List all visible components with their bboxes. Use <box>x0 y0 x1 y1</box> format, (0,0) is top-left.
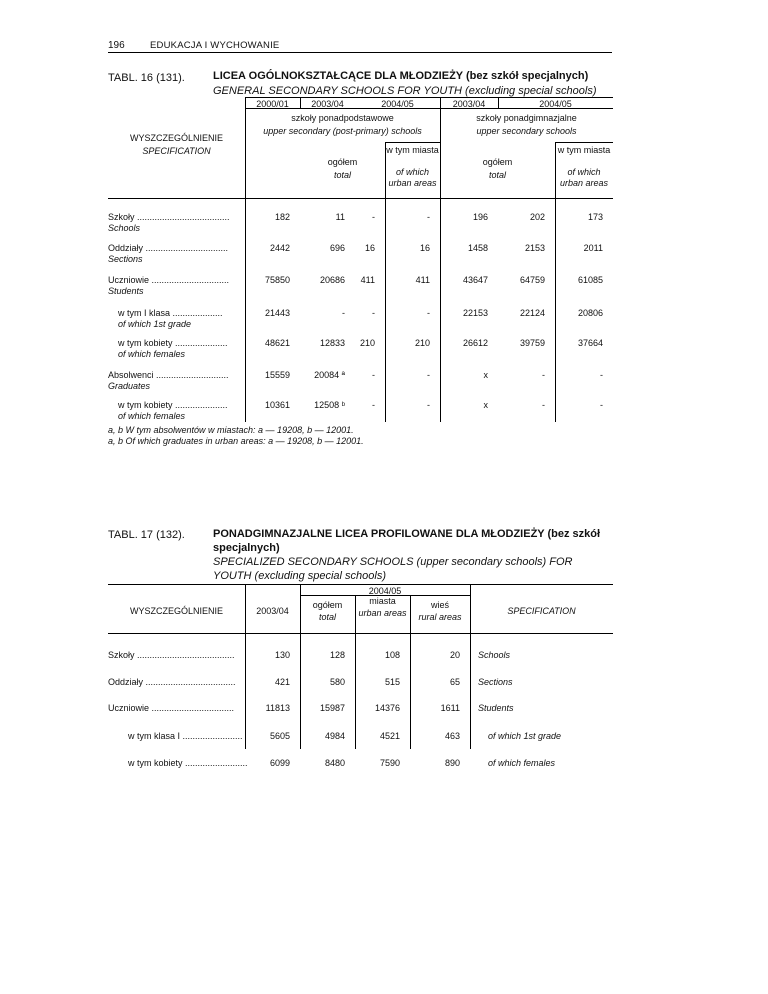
t16-urban1-pl: w tym miasta <box>386 145 439 155</box>
t16-cell: 16 <box>364 243 375 253</box>
t16-cell: 196 <box>472 212 488 222</box>
t17-year2: 2004/05 <box>368 586 402 596</box>
t16-cell: 202 <box>529 212 545 222</box>
t16-cell: 15559 <box>264 370 290 380</box>
t16-cell: - <box>427 370 430 380</box>
t17-total-pl: ogółem <box>312 600 343 610</box>
t16-cell: 75850 <box>264 275 290 285</box>
t16-row-label: Oddziały ................................. <box>108 243 229 253</box>
t17-cell: 421 <box>274 677 290 687</box>
t16-cell: 20686 <box>319 275 345 285</box>
t16-cell: - <box>427 400 430 410</box>
t16-cell: 10361 <box>264 400 290 410</box>
t17-row-label-en: Sections <box>478 677 513 687</box>
t16-rule-urban1 <box>385 142 440 143</box>
t16-spec-en: SPECIFICATION <box>142 146 211 156</box>
t16-rule-urban2 <box>555 142 613 143</box>
t16-row-label: w tym kobiety ..................... <box>118 338 228 348</box>
t17-row-label-en: Students <box>478 703 514 713</box>
t16-row-label: w tym I klasa .................... <box>118 308 223 318</box>
t17-cell: 65 <box>449 677 460 687</box>
t17-row-label-en: of which 1st grade <box>488 731 562 741</box>
t16-row-label: Absolwenci ............................. <box>108 370 229 380</box>
t17-cell: 15987 <box>319 703 345 713</box>
t17-cell: 11813 <box>265 703 290 713</box>
t16-cell: - <box>342 308 345 318</box>
t17-cell: 4984 <box>324 731 345 741</box>
t16-cell: 43647 <box>462 275 488 285</box>
t16-cell: 411 <box>415 275 430 285</box>
t16-year-1: 2003/04 <box>311 99 344 109</box>
t16-cell: 37664 <box>577 338 603 348</box>
t16-cell: 411 <box>360 275 375 285</box>
t16-row-label-en: of which females <box>118 411 186 421</box>
t16-cell: - <box>427 308 430 318</box>
t16-row-label-en: Graduates <box>108 381 151 391</box>
t16-cell: 12833 <box>319 338 345 348</box>
t16-cell: - <box>600 370 603 380</box>
t17-row-label: w tym kobiety ......................... <box>128 758 248 768</box>
t17-spec-en: SPECIFICATION <box>507 606 576 616</box>
t17-rule-header-bottom <box>108 633 613 634</box>
page-number: 196 <box>108 40 125 51</box>
t17-row-label-en: of which females <box>488 758 556 768</box>
t16-total2-en: total <box>488 170 506 180</box>
t17-cell: 108 <box>384 650 400 660</box>
t17-urban-pl: miasta <box>369 596 396 606</box>
t16-row-label-en: Sections <box>108 254 143 264</box>
t16-cell: 61085 <box>577 275 603 285</box>
t16-group2-en: upper secondary schools <box>476 126 577 136</box>
t16-cell: 39759 <box>519 338 545 348</box>
t16-urban2-en: of which urban areas <box>559 167 609 188</box>
t17-cell: 1611 <box>440 703 460 713</box>
t17-cell: 14376 <box>374 703 400 713</box>
t17-cell: 128 <box>329 650 345 660</box>
t16-year-0: 2000/01 <box>256 99 289 109</box>
t16-cell: 20084 ª <box>314 370 345 380</box>
t16-cell: 2442 <box>269 243 290 253</box>
t17-rural-pl: wieś <box>430 600 449 610</box>
t16-note-pl: a, b W tym absolwentów w miastach: a — 19208, b — 12001. <box>108 425 354 435</box>
t17-total-en: total <box>318 612 336 622</box>
t16-group1-en: upper secondary (post-primary) schools <box>263 126 422 136</box>
t16-row-label: Szkoły ..................................... <box>108 212 230 222</box>
t16-cell: x <box>483 370 488 380</box>
t16-year-4: 2004/05 <box>539 99 572 109</box>
t16-cell: 12508 ᵇ <box>314 400 345 410</box>
t17-cell: 515 <box>384 677 400 687</box>
t16-row-label-en: Schools <box>108 223 141 233</box>
t17-cell: 8480 <box>324 758 345 768</box>
t17-urban-en: urban areas <box>358 608 407 618</box>
t16-cell: - <box>600 400 603 410</box>
t16-cell: 48621 <box>264 338 290 348</box>
t16-cell: 20806 <box>577 308 603 318</box>
t16-cell: 2011 <box>583 243 603 253</box>
t16-cell: - <box>372 400 375 410</box>
t16-urban1-en: of which urban areas <box>388 167 437 188</box>
t16-row-label: Uczniowie ............................... <box>108 275 230 285</box>
t16-cell: 173 <box>587 212 603 222</box>
t16-row-label-en: of which females <box>118 349 186 359</box>
t16-group1-pl: szkoły ponadpodstawowe <box>291 113 394 123</box>
t16-urban2-pl: w tym miasta <box>557 145 611 155</box>
t16-cell: 21443 <box>264 308 290 318</box>
t17-cell: 580 <box>329 677 345 687</box>
t16-cell: - <box>427 212 430 222</box>
table16-title-pl: LICEA OGÓLNOKSZTAŁCĄCE DLA MŁODZIEŻY (bez szkół specjalnych) <box>213 70 589 82</box>
header-rule <box>108 52 612 53</box>
t16-cell: 11 <box>335 212 345 222</box>
t17-row-label: Uczniowie ................................. <box>108 703 235 713</box>
t16-cell: 16 <box>419 243 430 253</box>
t17-cell: 5605 <box>269 731 290 741</box>
t16-cell: - <box>372 212 375 222</box>
table17-label: TABL. 17 (132). <box>108 529 185 541</box>
t17-cell: 130 <box>274 650 290 660</box>
t17-rural-en: rural areas <box>418 612 462 622</box>
t17-rule-top <box>108 584 613 585</box>
t17-row-label: Szkoły ....................................... <box>108 650 235 660</box>
t16-row-label-en: of which 1st grade <box>118 319 192 329</box>
t17-cell: 7590 <box>379 758 400 768</box>
t17-row-label: w tym klasa I ........................ <box>128 731 243 741</box>
t17-row-label: Oddziały .................................... <box>108 677 236 687</box>
t17-year1: 2003/04 <box>256 606 289 616</box>
t16-total-pl: ogółem <box>327 157 358 167</box>
t17-row-label-en: Schools <box>478 650 511 660</box>
table16-title-en: GENERAL SECONDARY SCHOOLS FOR YOUTH (excluding special schools) <box>213 85 597 97</box>
table17-title-en: SPECIALIZED SECONDARY SCHOOLS (upper secondary schools) FOR YOUTH (excluding special schools) <box>213 556 573 582</box>
t17-cell: 890 <box>444 758 460 768</box>
t16-total-en: total <box>333 170 351 180</box>
table16-label: TABL. 16 (131). <box>108 72 185 84</box>
t16-year-2: 2004/05 <box>381 99 414 109</box>
t16-cell: - <box>372 370 375 380</box>
t16-cell: 22124 <box>519 308 545 318</box>
t16-spec-pl: WYSZCZEGÓLNIENIE <box>129 133 223 143</box>
t16-note-en: a, b Of which graduates in urban areas: a — 19208, b — 12001. <box>108 436 364 446</box>
t16-cell: - <box>542 370 545 380</box>
t16-row-label: w tym kobiety ..................... <box>118 400 228 410</box>
t17-cell: 463 <box>444 731 460 741</box>
t17-cell: 4521 <box>379 731 400 741</box>
t16-cell: x <box>483 400 488 410</box>
t16-cell: 210 <box>359 338 375 348</box>
t17-spec-pl: WYSZCZEGÓLNIENIE <box>129 606 223 616</box>
t16-cell: - <box>372 308 375 318</box>
t16-cell: 1458 <box>467 243 488 253</box>
t16-cell: 64759 <box>519 275 545 285</box>
t16-cell: - <box>542 400 545 410</box>
t16-group2-pl: szkoły ponadgimnazjalne <box>476 113 577 123</box>
t17-cell: 6099 <box>269 758 290 768</box>
section-title: EDUKACJA I WYCHOWANIE <box>150 40 280 51</box>
t16-cell: 210 <box>414 338 430 348</box>
t16-cell: 182 <box>274 212 290 222</box>
t16-total2-pl: ogółem <box>482 157 513 167</box>
t17-cell: 20 <box>449 650 460 660</box>
t16-row-label-en: Students <box>108 286 144 296</box>
t16-rule-header-bottom <box>108 198 613 199</box>
t16-cell: 26612 <box>462 338 488 348</box>
t16-year-3: 2003/04 <box>452 99 486 109</box>
t16-cell: 696 <box>329 243 345 253</box>
table17-title-pl: PONADGIMNAZJALNE LICEA PROFILOWANE DLA MŁODZIEŻY (bez szkół specjalnych) <box>213 528 601 554</box>
t16-cell: 2153 <box>524 243 545 253</box>
t16-cell: 22153 <box>462 308 488 318</box>
